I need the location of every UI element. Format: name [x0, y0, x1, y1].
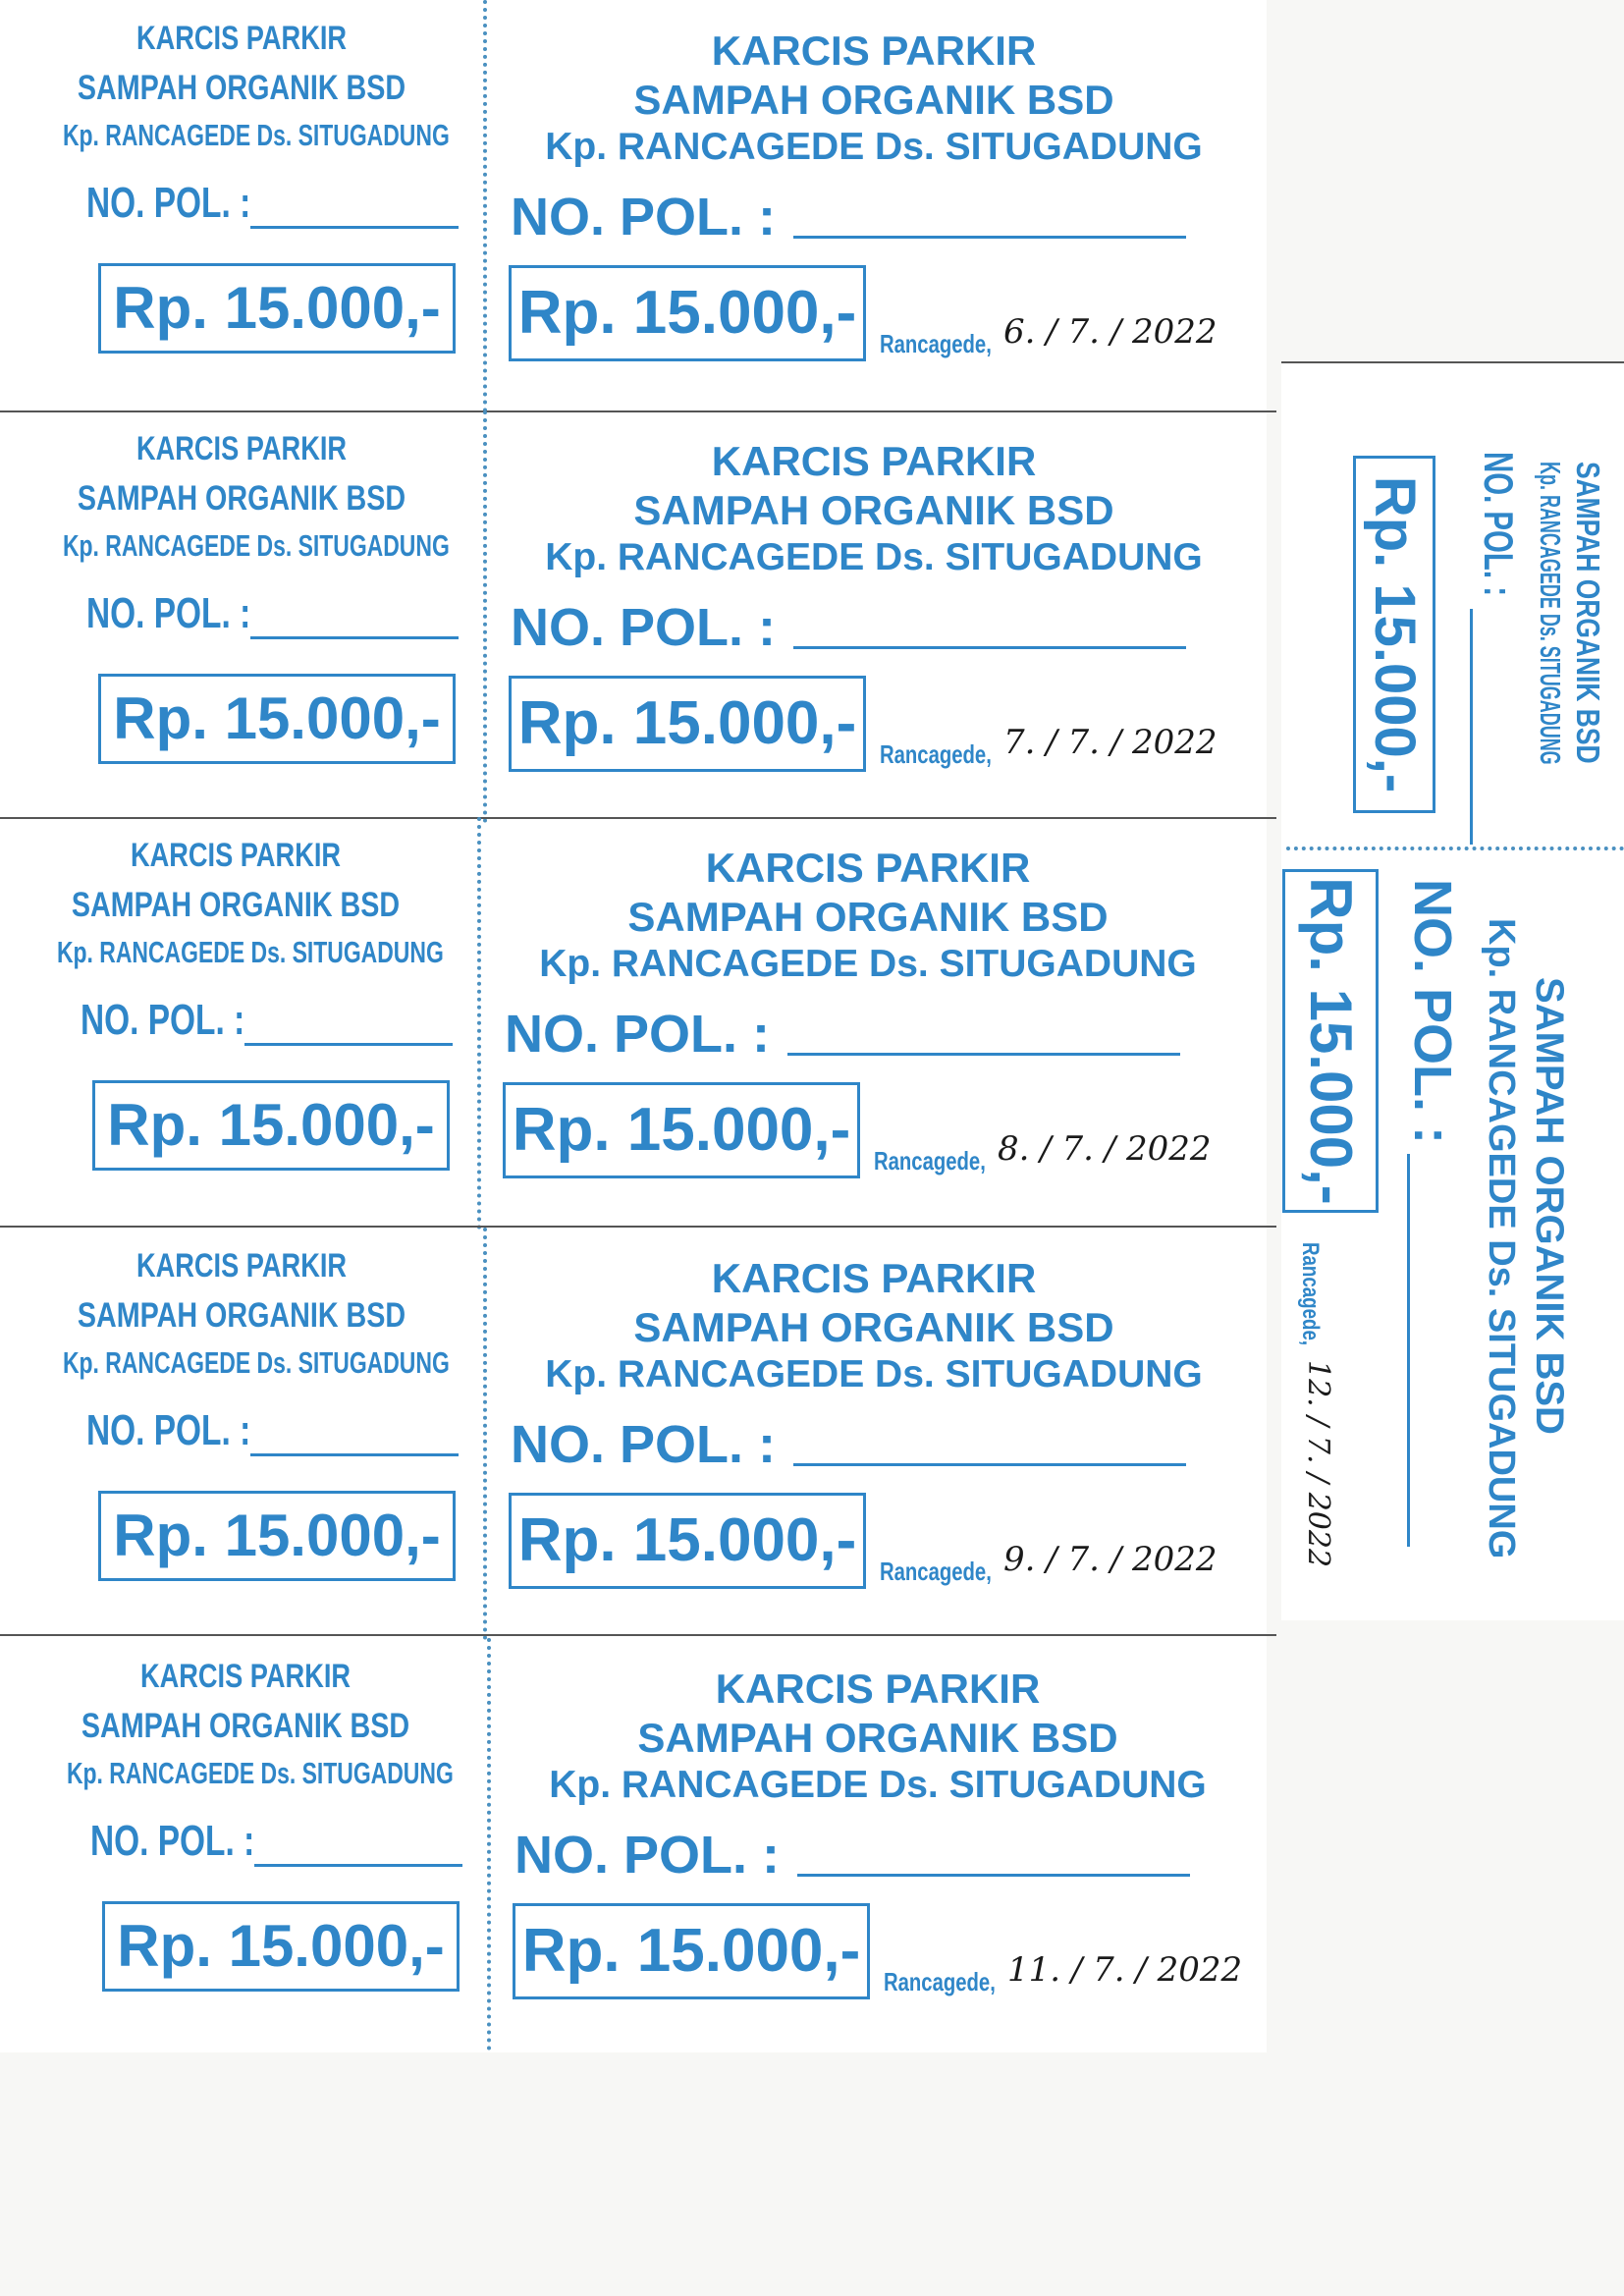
- ticket-subtitle: SAMPAH ORGANIK BSD: [633, 487, 1114, 533]
- handwritten-date: 11. / 7. / 2022: [1007, 1950, 1243, 1990]
- ticket-nopol-label: NO. POL. :: [514, 1826, 780, 1885]
- stub-nopol-label: NO. POL. :: [86, 1406, 251, 1454]
- stub-nopol-line: [250, 636, 459, 639]
- stub-address: Kp. RANCAGEDE Ds. SITUGADUNG: [62, 1345, 450, 1380]
- ticket-subtitle: SAMPAH ORGANIK BSD: [637, 1715, 1118, 1761]
- ticket-stub: [0, 817, 477, 1230]
- handwritten-date: 7. / 7. / 2022: [1003, 723, 1218, 762]
- ticket-edge: [1281, 361, 1624, 363]
- ticket-stub: [0, 410, 483, 823]
- rotated-ticket-2: [1276, 869, 1571, 1568]
- ticket-address: Kp. RANCAGEDE Ds. SITUGADUNG: [539, 943, 1197, 985]
- ticket-address: Kp. RANCAGEDE Ds. SITUGADUNG: [545, 126, 1203, 168]
- date-label: Rancagede,: [884, 1967, 996, 1996]
- ticket-nopol-line: [797, 1874, 1190, 1877]
- ticket-nopol-label: NO. POL. :: [511, 188, 776, 246]
- rotated-nopol-line: [1407, 1154, 1410, 1547]
- parking-ticket-4: [0, 1228, 1276, 1640]
- parking-ticket-1: [0, 0, 1276, 412]
- handwritten-date: 6. / 7. / 2022: [1003, 312, 1218, 352]
- stub-nopol-line: [250, 226, 459, 229]
- ticket-subtitle: SAMPAH ORGANIK BSD: [633, 77, 1114, 123]
- ticket-address: Kp. RANCAGEDE Ds. SITUGADUNG: [545, 536, 1203, 578]
- ticket-nopol-line: [793, 646, 1186, 649]
- rotated-nopol-label: NO. POL. :: [1403, 879, 1462, 1144]
- ticket-nopol-label: NO. POL. :: [511, 598, 776, 657]
- rotated-price-box: Rp. 15.000,-: [1353, 456, 1435, 813]
- ticket-nopol-label: NO. POL. :: [511, 1415, 776, 1474]
- rotated-ticket-1: [1326, 452, 1620, 874]
- ticket-price-box: Rp. 15.000,-: [513, 1903, 870, 1999]
- rotated-subtitle: SAMPAH ORGANIK BSD: [1570, 462, 1606, 764]
- stub-address: Kp. RANCAGEDE Ds. SITUGADUNG: [62, 118, 450, 152]
- parking-ticket-2: [0, 410, 1276, 823]
- perforation-line: [487, 1638, 491, 2050]
- stub-title: KARCIS PARKIR: [135, 430, 348, 467]
- stub-price-box: Rp. 15.000,-: [102, 1901, 460, 1992]
- stub-address: Kp. RANCAGEDE Ds. SITUGADUNG: [62, 528, 450, 563]
- perforation-line: [477, 817, 481, 1230]
- ticket-main: [485, 817, 1271, 1230]
- ticket-price-box: Rp. 15.000,-: [509, 676, 866, 772]
- perforation-line: [483, 0, 487, 412]
- rotated-date-label: Rancagede,: [1297, 1242, 1324, 1346]
- handwritten-date: 9. / 7. / 2022: [1003, 1540, 1218, 1579]
- date-label: Rancagede,: [880, 329, 992, 358]
- rotated-subtitle: SAMPAH ORGANIK BSD: [1528, 977, 1571, 1435]
- stub-title: KARCIS PARKIR: [130, 837, 342, 874]
- perforation-line: [483, 1228, 487, 1640]
- ticket-title: KARCIS PARKIR: [711, 27, 1037, 74]
- stub-nopol-label: NO. POL. :: [90, 1817, 255, 1865]
- stub-nopol-line: [254, 1864, 462, 1867]
- ticket-stub: [0, 0, 483, 412]
- ticket-address: Kp. RANCAGEDE Ds. SITUGADUNG: [545, 1353, 1203, 1395]
- stub-title: KARCIS PARKIR: [135, 20, 348, 57]
- rotated-address: Kp. RANCAGEDE Ds. SITUGADUNG: [1534, 462, 1565, 765]
- stub-nopol-label: NO. POL. :: [86, 589, 251, 637]
- ticket-subtitle: SAMPAH ORGANIK BSD: [633, 1304, 1114, 1350]
- stub-title: KARCIS PARKIR: [135, 1247, 348, 1285]
- parking-ticket-3: [0, 817, 1271, 1230]
- ticket-main: [491, 410, 1276, 823]
- stub-address: Kp. RANCAGEDE Ds. SITUGADUNG: [66, 1756, 454, 1790]
- stub-title: KARCIS PARKIR: [139, 1658, 352, 1695]
- ticket-price-box: Rp. 15.000,-: [509, 265, 866, 361]
- ticket-stub: [4, 1638, 487, 2050]
- rotated-nopol-label: NO. POL. :: [1476, 452, 1522, 596]
- ticket-nopol-line: [793, 1463, 1186, 1466]
- ticket-main: [491, 0, 1276, 412]
- ticket-nopol-line: [793, 236, 1186, 239]
- stub-subtitle: SAMPAH ORGANIK BSD: [81, 1707, 410, 1745]
- ticket-main: [491, 1228, 1276, 1640]
- ticket-title: KARCIS PARKIR: [715, 1666, 1041, 1712]
- stub-nopol-label: NO. POL. :: [81, 996, 245, 1044]
- date-label: Rancagede,: [874, 1146, 986, 1175]
- ticket-nopol-label: NO. POL. :: [505, 1005, 770, 1064]
- stub-subtitle: SAMPAH ORGANIK BSD: [77, 1296, 406, 1335]
- stub-price-box: Rp. 15.000,-: [98, 263, 456, 354]
- ticket-price-box: Rp. 15.000,-: [503, 1082, 860, 1178]
- perforation-line: [1286, 847, 1624, 850]
- rotated-handwritten-date: 12. / 7. / 2022: [1301, 1360, 1335, 1568]
- ticket-subtitle: SAMPAH ORGANIK BSD: [627, 894, 1109, 940]
- rotated-nopol-line: [1470, 609, 1473, 845]
- ticket-price-box: Rp. 15.000,-: [509, 1493, 866, 1589]
- stub-price-box: Rp. 15.000,-: [92, 1080, 450, 1171]
- ticket-title: KARCIS PARKIR: [711, 438, 1037, 484]
- date-label: Rancagede,: [880, 1557, 992, 1586]
- stub-subtitle: SAMPAH ORGANIK BSD: [77, 69, 406, 107]
- rotated-price-box: Rp. 15.000,-: [1282, 869, 1379, 1213]
- stub-nopol-label: NO. POL. :: [86, 179, 251, 227]
- stub-subtitle: SAMPAH ORGANIK BSD: [71, 886, 401, 924]
- ticket-edge: [0, 1634, 1276, 1636]
- ticket-address: Kp. RANCAGEDE Ds. SITUGADUNG: [549, 1764, 1207, 1806]
- ticket-title: KARCIS PARKIR: [711, 1255, 1037, 1301]
- handwritten-date: 8. / 7. / 2022: [998, 1129, 1212, 1169]
- perforation-line: [483, 410, 487, 823]
- rotated-address: Kp. RANCAGEDE Ds. SITUGADUNG: [1481, 918, 1522, 1559]
- stub-price-box: Rp. 15.000,-: [98, 674, 456, 764]
- stub-address: Kp. RANCAGEDE Ds. SITUGADUNG: [56, 935, 444, 969]
- stub-nopol-line: [250, 1453, 459, 1456]
- stub-subtitle: SAMPAH ORGANIK BSD: [77, 479, 406, 518]
- ticket-nopol-line: [787, 1053, 1180, 1056]
- stub-price-box: Rp. 15.000,-: [98, 1491, 456, 1581]
- ticket-main: [495, 1638, 1280, 2050]
- parking-ticket-5: [4, 1638, 1280, 2050]
- ticket-title: KARCIS PARKIR: [705, 845, 1031, 891]
- stub-nopol-line: [244, 1043, 453, 1046]
- date-label: Rancagede,: [880, 739, 992, 769]
- ticket-stub: [0, 1228, 483, 1640]
